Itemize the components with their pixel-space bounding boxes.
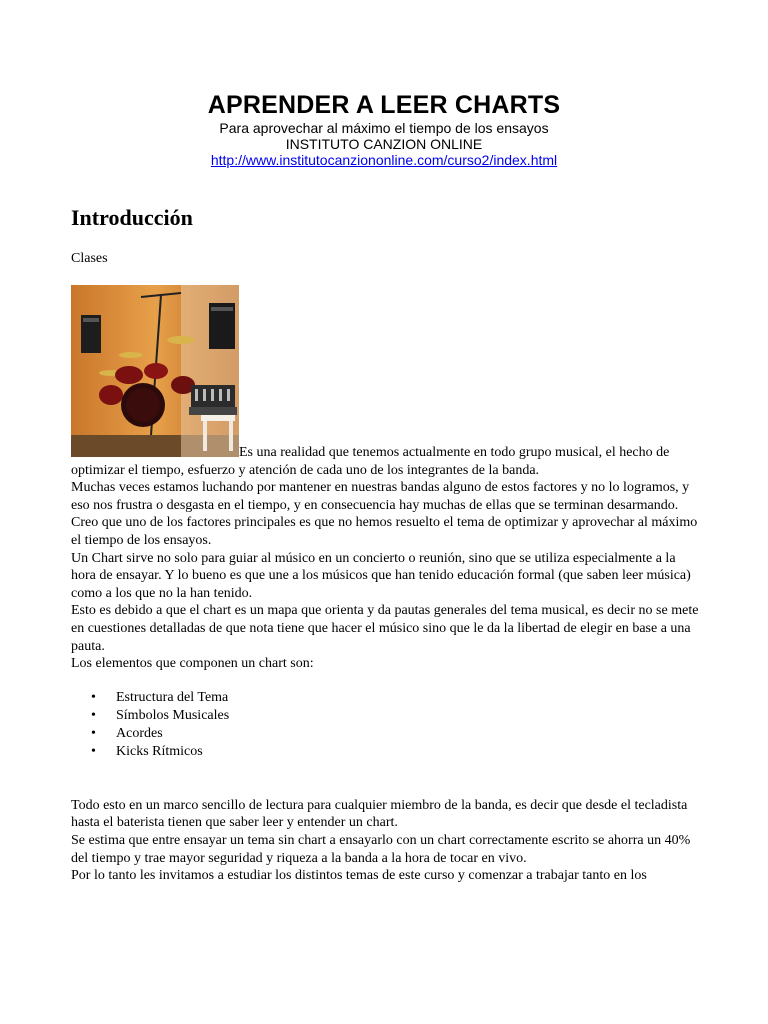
paragraph-3: Creo que uno de los factores principales es que no hemos resuelto el tema de optimizar y aprovechar al máximo el tiempo de los ensayos.	[71, 515, 698, 548]
paragraph-8: Se estima que entre ensayar un tema sin chart a ensayarlo con un chart correctamente escrito se ahorra un 40% del tiempo y trae mayor seguridad y riqueza a la banda a la hora de tocar en vivo.	[71, 832, 691, 866]
section-label: Clases	[71, 251, 108, 266]
list-item: • Símbolos Musicales	[91, 707, 230, 723]
paragraph-7: Todo esto en un marco sencillo de lectura para cualquier miembro de la banda, es decir que desde el tecladista hasta el baterista tienen que saber leer y entender un chart.	[71, 797, 688, 831]
bullet-icon: •	[91, 743, 96, 759]
chart-elements-list	[71, 689, 701, 761]
list-item: • Estructura del Tema	[91, 689, 229, 705]
paragraph-9: Por lo tanto les invitamos a estudiar los distintos temas de este curso y comenzar a trabajar tanto en los	[71, 868, 647, 884]
course-link[interactable]: http://www.institutocanziononline.com/curso2/index.html	[210, 152, 558, 168]
paragraph-2: Muchas veces estamos luchando por mantener en nuestras bandas alguno de estos factores y no lo logramos, y eso nos frustra o desgasta en el tiempo, y en consecuencia hay muchas de ellas que se terminan desarmando.	[71, 480, 690, 513]
paragraph-4: Un Chart sirve no solo para guiar al músico en un concierto o reunión, sino que se utiliza especialmente a la hora de ensayar. Y lo bueno es que une a los músicos que han tenido educación formal (que saben leer música) como a los que no la han tenido.	[71, 550, 691, 601]
paragraph-6: Los elementos que componen un chart son:	[71, 656, 314, 672]
band-room-photo	[71, 285, 239, 457]
page-subtitle: Para aprovechar al máximo el tiempo de los ensayos	[219, 120, 549, 136]
list-item: • Acordes	[91, 725, 163, 741]
paragraph-5: Esto es debido a que el chart es un mapa que orienta y da pautas generales del tema musical, es decir no se mete en cuestiones detalladas de que nota tiene que hacer el músico sino que le da la libertad de elegir en base a una pauta.	[71, 603, 699, 654]
bullet-icon: •	[91, 689, 96, 705]
paragraph-1: Es una realidad que tenemos actualmente en todo grupo musical, el hecho de optimizar el tiempo, esfuerzo y atención de cada uno de los integrantes de la banda.	[71, 445, 670, 478]
section-heading: Introducción	[71, 205, 193, 230]
institute-name: INSTITUTO CANZION ONLINE	[285, 136, 483, 152]
page-title: APRENDER A LEER CHARTS	[207, 91, 561, 119]
bullet-icon: •	[91, 707, 96, 723]
bullet-icon: •	[91, 725, 96, 741]
intro-body	[71, 444, 701, 885]
document-header	[0, 90, 768, 170]
list-item: • Kicks Rítmicos	[91, 743, 203, 759]
